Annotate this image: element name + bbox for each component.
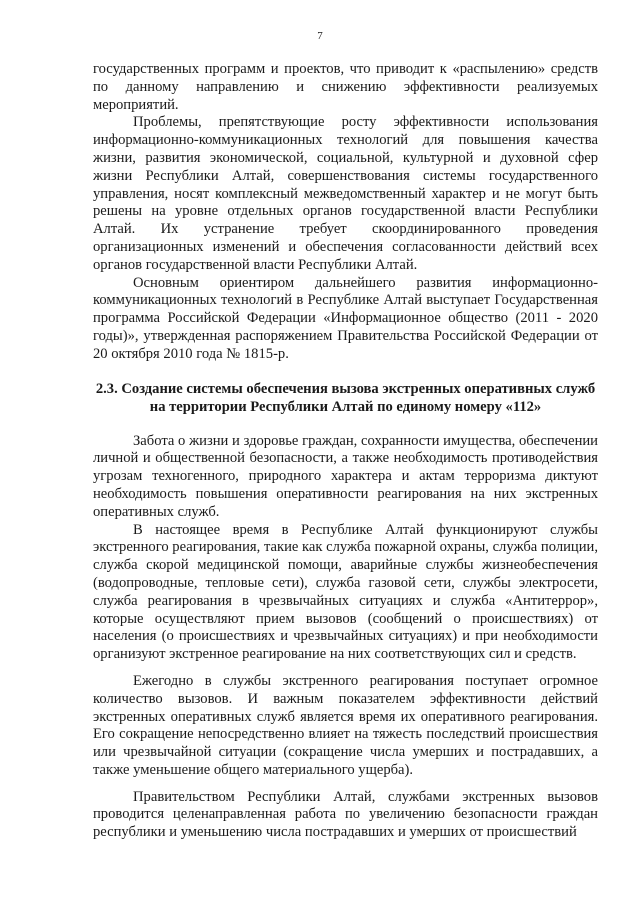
paragraph-calls: Ежегодно в службы экстренного реагирования поступает огромное количество вызовов. И важным показателем эффективности действий экстренных оперативных служб является время их оперативного реагирования. Его сокращение непосредственно влияет на тяжесть последствий происшествия или чрезвычайной ситуации (сокращение числа умерших и пострадавших, а также уменьшение общего материального ущерба). — [93, 672, 598, 778]
paragraph-safety: Забота о жизни и здоровье граждан, сохранности имущества, обеспечении личной и общественной безопасности, а также необходимость противодействия угрозам техногенного, природного характера и актам терроризма диктуют необходимость повышения оперативности реагирования на них экстренных оперативных служб. — [93, 432, 598, 520]
paragraph-problems: Проблемы, препятствующие росту эффективности использования информационно-коммуникационных технологий для повышения качества жизни, развития экономической, социальной, культурной и духовной сфер жизни Республики Алтай, совершенствования системы государственного управления, носят комплексный межведомственный характер и не могут быть решены на уровне отдельных органов государственной власти Республики Алтай. Их устранение требует скоординированного проведения организационных изменений и обеспечения согласованности действий всех органов государственной власти Республики Алтай. — [93, 114, 598, 273]
page-number: 7 — [317, 30, 323, 42]
section-heading: 2.3. Создание системы обеспечения вызова экстренных оперативных служб на территории Республики Алтай по единому номеру «112» — [95, 380, 596, 415]
paragraph-state-program: Основным ориентиром дальнейшего развития информационно-коммуникационных технологий в Республике Алтай выступает Государственная программа Российской Федерации «Информационное общество (2011 - 2020 годы)», утвержденная распоряжением Правительства Российской Федерации от 20 октября 2010 года № 1815-р. — [93, 274, 598, 362]
paragraph-government-work: Правительством Республики Алтай, службами экстренных вызовов проводится целенаправленная работа по увеличению безопасности граждан республики и уменьшению числа пострадавших и умерших от происшествий — [93, 788, 598, 841]
paragraph-gap — [93, 780, 598, 789]
document-body — [93, 61, 598, 842]
paragraph-services: В настоящее время в Республике Алтай функционируют службы экстренного реагирования, такие как служба пожарной охраны, служба полиции, служба скорой медицинской помощи, аварийные службы жизнеобеспечения (водопроводные, тепловые сети), служба газовой сети, службы электросети, служба реагирования в чрезвычайных ситуациях и служба «Антитеррор», которые осуществляют прием вызовов (сообщений о происшествиях) от населения (о происшествиях и чрезвычайных ситуациях) и при необходимости организуют экстренное реагирование на них соответствующих сил и средств. — [93, 521, 598, 663]
paragraph-gap — [93, 664, 598, 673]
paragraph-continuation: государственных программ и проектов, что приводит к «распылению» средств по данному направлению и снижению эффективности реализуемых мероприятий. — [93, 61, 598, 113]
